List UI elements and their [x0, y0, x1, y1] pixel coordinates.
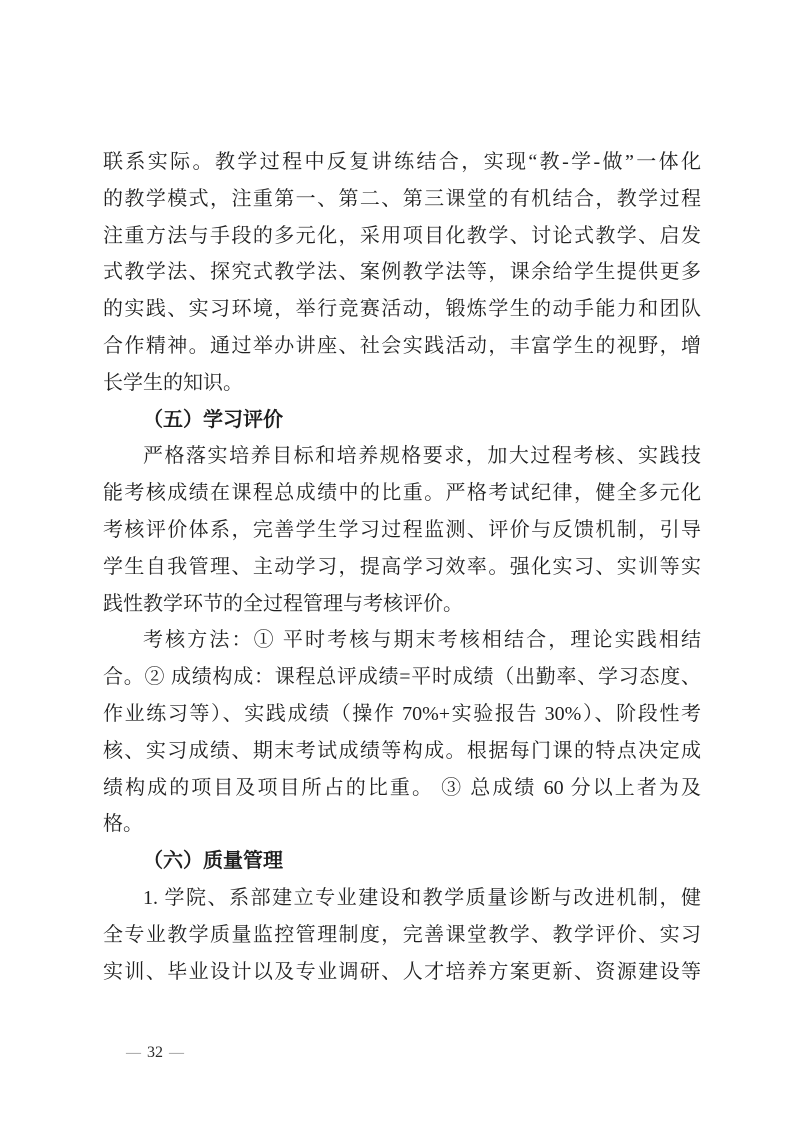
- text-line: 绩构成的项目及项目所占的比重。 ③ 总成绩 60 分以上者为及: [103, 776, 701, 799]
- text-line: 严格落实培养目标和培养规格要求，加大过程考核、实践技: [143, 445, 701, 468]
- page-footer: [126, 1041, 184, 1065]
- text-line: 合。② 成绩构成：课程总评成绩=平时成绩（出勤率、学习态度、: [103, 666, 701, 689]
- document-body: [103, 144, 701, 990]
- text-line: 能考核成绩在课程总成绩中的比重。严格考试纪律，健全多元化: [103, 482, 701, 505]
- text-line: 的实践、实习环境，举行竞赛活动，锻炼学生的动手能力和团队: [103, 298, 701, 321]
- text-line: 注重方法与手段的多元化，采用项目化教学、讨论式教学、启发: [103, 224, 701, 247]
- page-number: 32: [147, 1044, 163, 1061]
- text-line: 格。: [103, 813, 143, 836]
- text-line: 学生自我管理、主动学习，提高学习效率。强化实习、实训等实: [103, 555, 701, 578]
- text-line: 联系实际。教学过程中反复讲练结合，实现“教-学-做”一体化: [103, 151, 701, 173]
- text-line: 践性教学环节的全过程管理与考核评价。: [103, 592, 463, 615]
- footer-dash-left: —: [126, 1045, 141, 1061]
- text-line: 的教学模式，注重第一、第二、第三课堂的有机结合，教学过程: [103, 187, 701, 210]
- text-line: 式教学法、探究式教学法、案例教学法等，课余给学生提供更多: [103, 261, 701, 284]
- section-heading: （六）质量管理: [143, 850, 283, 873]
- text-line: 全专业教学质量监控管理制度，完善课堂教学、教学评价、实习: [103, 923, 701, 946]
- text-line: 作业练习等）、实践成绩（操作 70%+实验报告 30%）、阶段性考: [103, 702, 701, 725]
- text-line: 合作精神。通过举办讲座、社会实践活动，丰富学生的视野，增: [103, 334, 701, 357]
- section-heading: （五）学习评价: [143, 408, 283, 431]
- text-line: 长学生的知识。: [103, 371, 243, 394]
- text-line: 考核方法：① 平时考核与期末考核相结合，理论实践相结: [143, 629, 701, 652]
- text-line: 1. 学院、系部建立专业建设和教学质量诊断与改进机制，健: [143, 886, 701, 909]
- text-line: 核、实习成绩、期末考试成绩等构成。根据每门课的特点决定成: [103, 739, 701, 762]
- text-line: 实训、毕业设计以及专业调研、人才培养方案更新、资源建设等: [103, 960, 701, 983]
- text-line: 考核评价体系，完善学生学习过程监测、评价与反馈机制，引导: [103, 518, 701, 541]
- footer-dash-right: —: [169, 1045, 184, 1061]
